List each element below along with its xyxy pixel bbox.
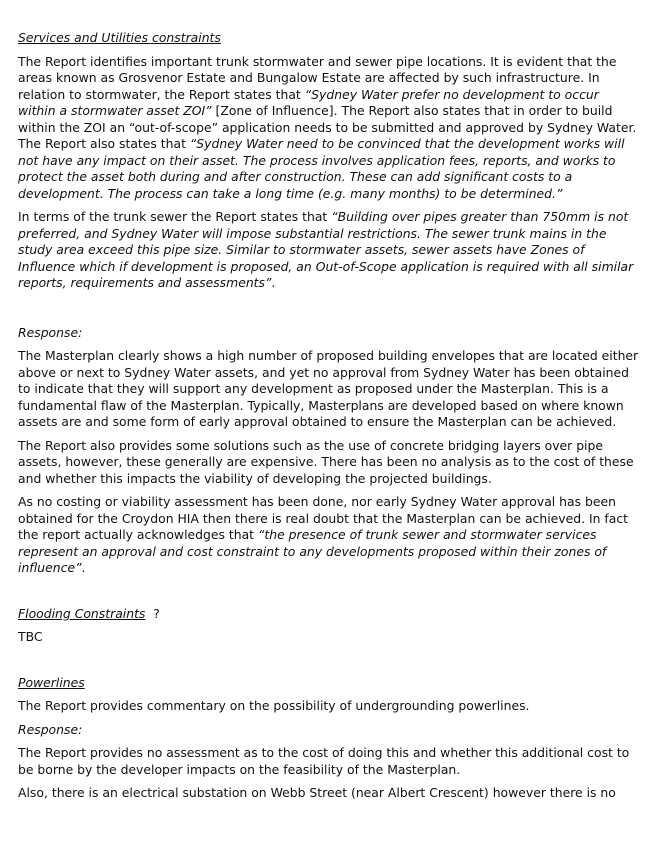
- section-heading-flooding: Flooding Constraints: [18, 605, 146, 621]
- response-heading-powerlines: Response:: [18, 721, 83, 737]
- response-p3-text-c: .: [81, 560, 86, 575]
- spacer: [18, 584, 640, 606]
- response-paragraph-1: The Masterplan clearly shows a high number of proposed building envelopes that are located either above or next to Sydney Water assets, and yet no approval from Sydney Water has been obtained to indicate that they will support any development as proposed under the Masterplan. This is a fundamental flaw of the Masterplan. Typically, Masterplans are developed based on where known assets are and some form of early approval obtained to ensure the Masterplan can be achieved.: [18, 348, 639, 429]
- flooding-body: TBC: [18, 629, 43, 644]
- response-heading-1: Response:: [18, 324, 83, 340]
- section-heading-services: Services and Utilities constraints: [18, 30, 221, 45]
- services-p2-text-c: .: [271, 275, 276, 290]
- spacer: [18, 299, 640, 325]
- services-p1-text-c: [Zone of Influence]. The Report also states that in order to build within the ZOI an “out-of-scope” application needs to be submitted and approved by Sydney Water. The Report also states that: [18, 103, 637, 151]
- section-heading-powerlines: Powerlines: [18, 674, 85, 690]
- flooding-marker: ?: [153, 605, 160, 621]
- response-paragraph-2: The Report also provides some solutions such as the use of concrete bridging layers over pipe assets, however, these generally are expensive. There has been no analysis as to the cost of these and whether this impacts the viability of developing the projected buildings.: [18, 437, 634, 486]
- services-p1-text-a: The Report identifies important trunk stormwater and sewer pipe locations. It is evident that the areas known as Grosvenor Estate and Bungalow Estate are affected by such infrastructure. In relation to stormwater, the Report states that: [18, 53, 617, 102]
- powerlines-paragraph-2: The Report provides no assessment as to the cost of doing this and whether this additional cost to be borne by the developer impacts on the feasibility of the Masterplan.: [18, 745, 630, 777]
- response-p3-text-a: As no costing or viability assessment has been done, nor early Sydney Water approval has been obtained for the Croydon HIA then there is real doubt that the Masterplan can be achieved. In fact the report actually acknowledges that: [18, 494, 629, 542]
- spacer: [18, 653, 640, 675]
- powerlines-paragraph-1: The Report provides commentary on the possibility of undergrounding powerlines.: [18, 698, 530, 713]
- flooding-heading-row: [18, 606, 640, 623]
- services-p2-quote-b: “Building over pipes greater than 750mm is not preferred, and Sydney Water will impose substantial restrictions. The sewer trunk mains in the study area exceed this pipe size. Similar to stormwater assets, sewer assets have Zones of Influence which if development is proposed, an Out-of-Scope application is required with all similar reports, requirements and assessments”: [18, 209, 634, 290]
- services-p1-quote-d: “Sydney Water need to be convinced that the development works will not have any impact on their asset. The process involves application fees, reports, and works to protect the asset both during and after construction. These can add significant costs to a development. The process can take a long time (e.g. many months) to be determined.”: [18, 136, 625, 201]
- response-p3-quote-b: “the presence of trunk sewer and stormwater services represent an approval and cost constraint to any developments proposed within their zones of influence”: [18, 527, 607, 575]
- document-page: [18, 30, 640, 809]
- services-p2-text-a: In terms of the trunk sewer the Report states that: [18, 209, 332, 224]
- powerlines-paragraph-3: Also, there is an electrical substation on Webb Street (near Albert Crescent) however there is no: [18, 785, 616, 800]
- response-paragraph-3: [18, 494, 640, 577]
- services-paragraph-stormwater: [18, 54, 640, 203]
- services-paragraph-sewer: [18, 209, 640, 292]
- services-p1-quote-b: “Sydney Water prefer no development to occur within a stormwater asset ZOI”: [18, 86, 599, 118]
